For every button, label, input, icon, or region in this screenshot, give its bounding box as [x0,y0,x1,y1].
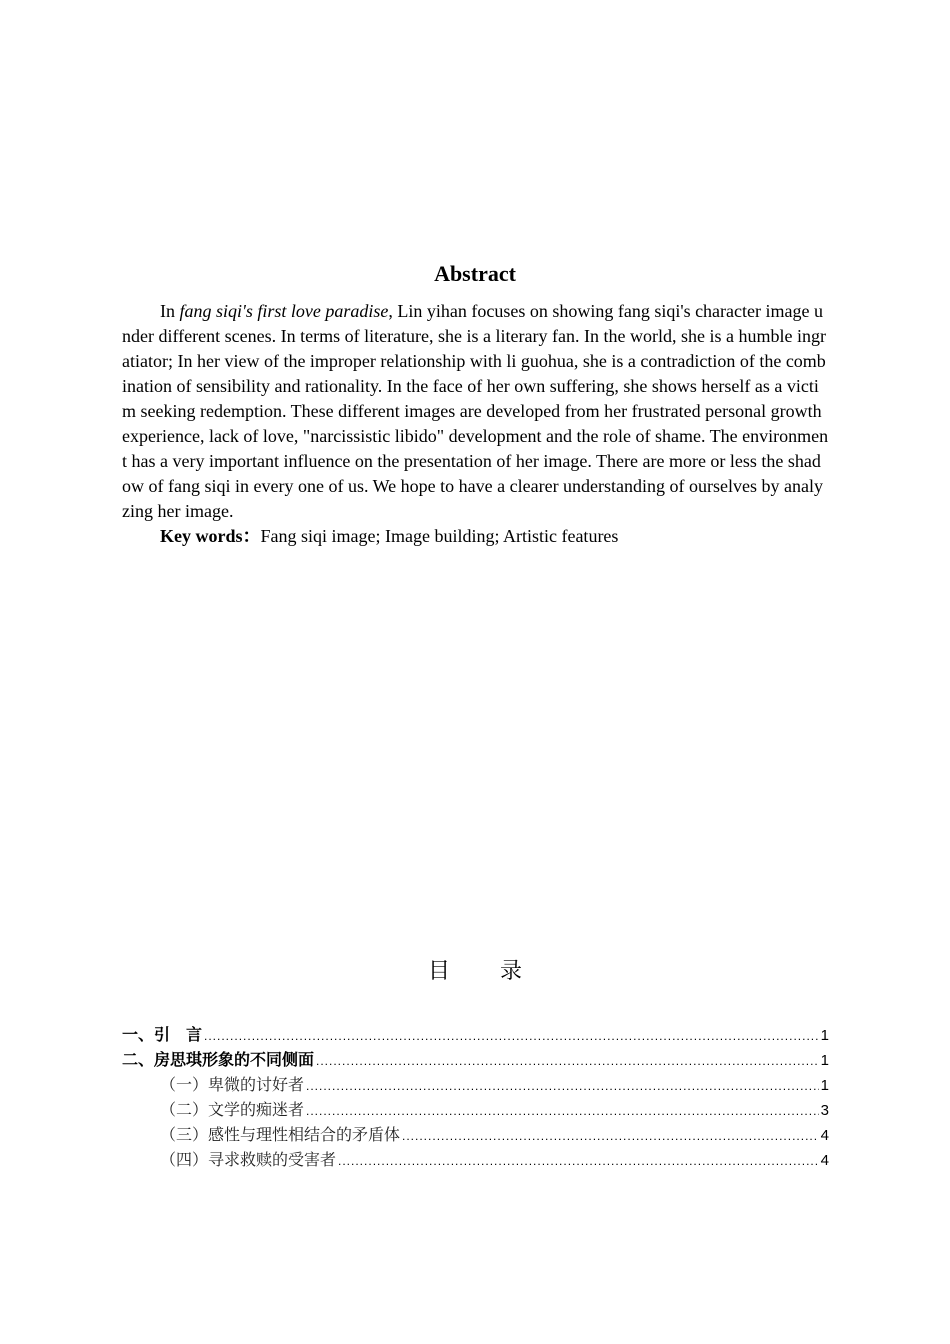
toc-title [0,955,950,989]
toc-entry-section-2[interactable] [122,1097,829,1122]
toc-entry-page: 3 [820,1102,829,1119]
abstract-paragraph [122,299,829,524]
toc-leader-dots [338,1149,819,1174]
toc-entry-section-1[interactable] [122,1072,829,1097]
toc-entry-label: （二）文学的痴迷者 [160,1100,305,1119]
keywords-text: Fang siqi image; Image building; Artistic features [260,526,619,546]
toc-leader-dots [402,1124,819,1149]
toc-entry-page: 1 [820,1077,829,1094]
abstract-body-text: , Lin yihan focuses on showing fang siqi's character image under different scenes. In terms of literature, she is a literary fan. In the world, she is a humble ingratiator; In her view of the improper relationship with li guohua, she is a contradiction of the combination of sensibility and rationality. In the face of her own suffering, she shows herself as a victim seeking redemption. These different images are developed from her frustrated personal growth experience, lack of love, "narcissistic libido" development and the role of shame. The environment has a very important influence on the presentation of her image. There are more or less the shadow of fang siqi in every one of us. We hope to have a clearer understanding of ourselves by analyzing her image. [122,301,829,521]
toc-entry-page: 4 [820,1152,829,1169]
table-of-contents [122,1022,829,1172]
toc-entry-page: 1 [820,1052,829,1069]
toc-entry-section-4[interactable] [122,1147,829,1172]
abstract-lead: In [160,301,180,321]
keywords-label: Key words： [160,526,261,546]
toc-entry-label: 一、引 言 [122,1025,203,1044]
toc-entry-chapter-2[interactable] [122,1047,829,1072]
toc-leader-dots [316,1049,819,1074]
keywords-line [122,524,829,549]
toc-entry-label: （三）感性与理性相结合的矛盾体 [160,1125,401,1144]
toc-entry-label: （四）寻求救赎的受害者 [160,1150,337,1169]
toc-entry-intro[interactable] [122,1022,829,1047]
toc-title-right: 录 [500,959,523,984]
toc-entry-label: （一）卑微的讨好者 [160,1075,305,1094]
toc-entry-label: 二、房思琪形象的不同侧面 [122,1050,315,1069]
toc-leader-dots [204,1024,819,1049]
toc-title-left: 目 [427,959,450,984]
toc-entry-page: 4 [820,1127,829,1144]
book-title: fang siqi's first love paradise [179,301,389,321]
toc-entry-page: 1 [820,1027,829,1044]
toc-entry-section-3[interactable] [122,1122,829,1147]
abstract-title: Abstract [434,261,516,286]
toc-leader-dots [306,1099,819,1124]
toc-leader-dots [306,1074,819,1099]
